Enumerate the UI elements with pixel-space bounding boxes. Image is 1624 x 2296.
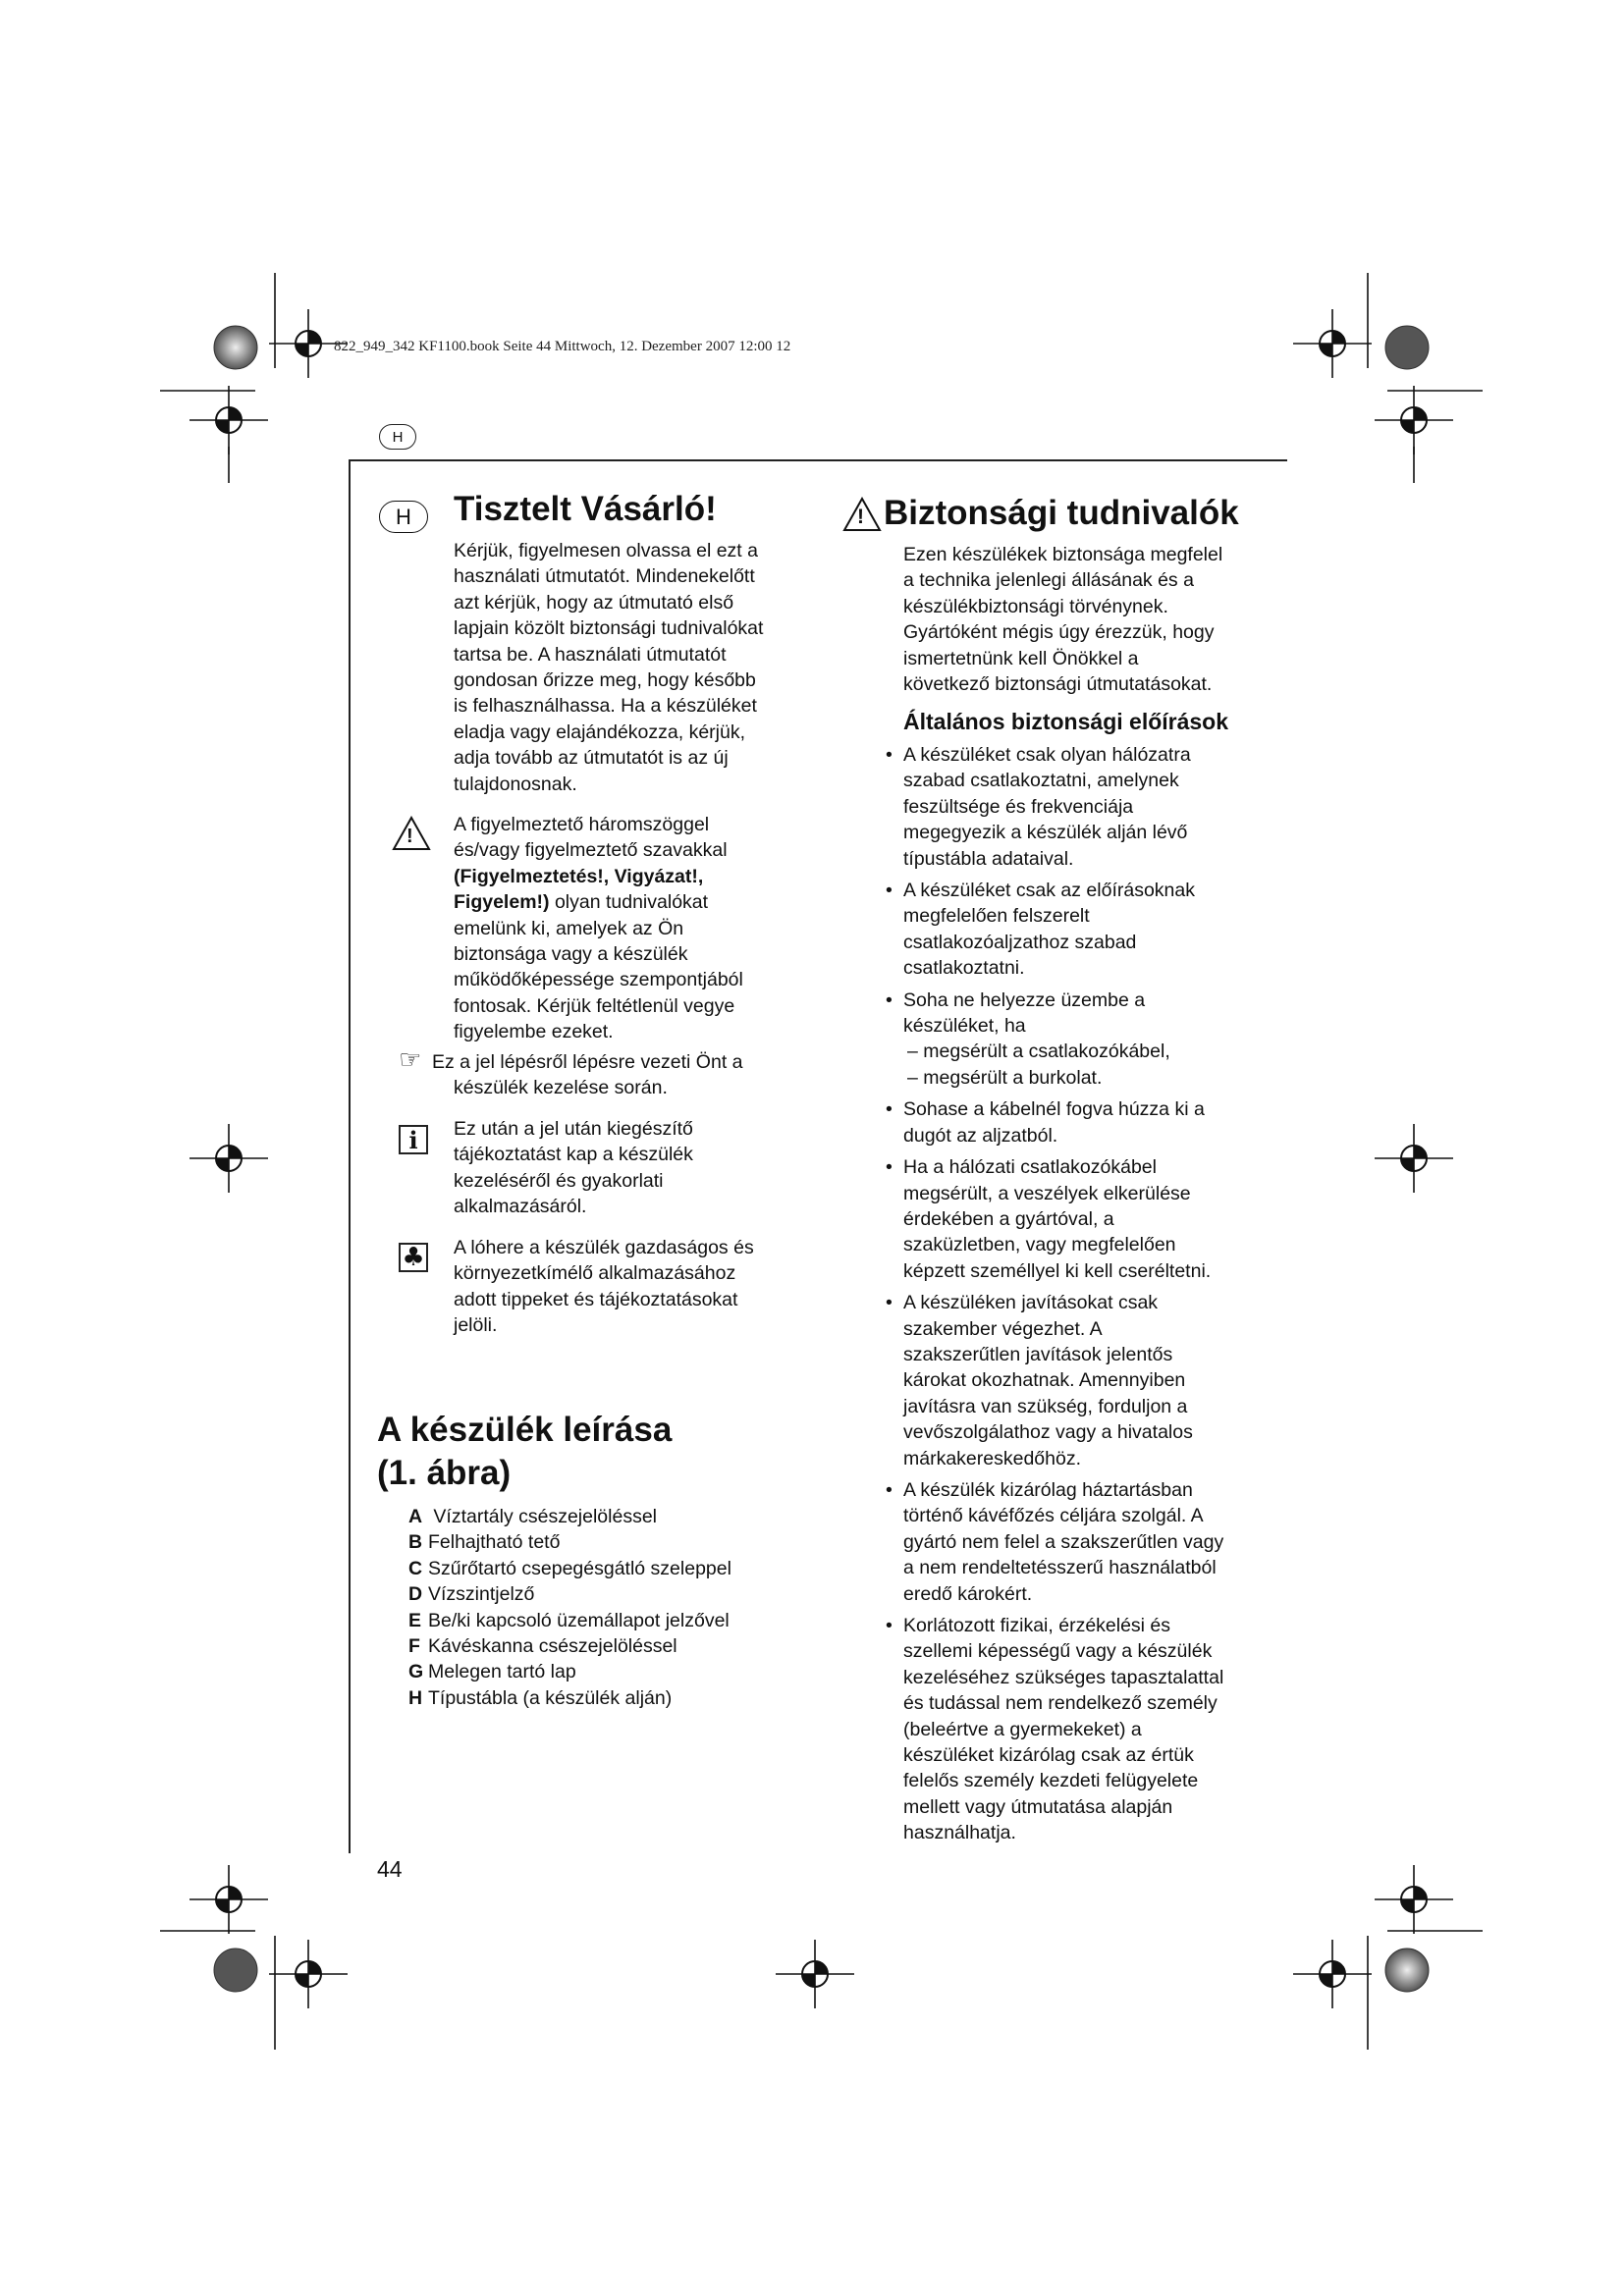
list-item: B Felhajtható tető: [408, 1531, 561, 1554]
frame-top-rule: [349, 459, 1287, 461]
warning-note: A figyelmeztető háromszöggel és/vagy figyelmeztető szavakkal (Figyelmeztetés!, Vigyázat!, Figyelem!) olyan tudnivalókat emelünk ki, amelyek az Ön biztonsága vagy a készülék működőképessége szempontjából fontosak. Kérjük feltétlenül vegye figyelembe ezeket.: [454, 814, 743, 1043]
list-item: • A készüléket csak az előírásoknak megfelelően felszerelt csatlakozóaljzathoz szabad csatlakoztatni.: [886, 880, 1195, 980]
list-item: E Be/ki kapcsoló üzemállapot jelzővel: [408, 1609, 730, 1631]
clover-icon: ♣: [399, 1243, 428, 1272]
parts-list: [408, 1504, 731, 1711]
list-item: • Soha ne helyezze üzembe a készüléket, ha – megsérült a csatlakozókábel, – megsérült a burkolat.: [886, 988, 1170, 1089]
list-item: H Típustábla (a készülék alján): [408, 1686, 673, 1709]
warning-triangle-icon: !: [842, 497, 882, 532]
description-title: A készülék leírása: [377, 1411, 673, 1449]
color-target-icon: [214, 326, 257, 369]
step-note: Ez a jel lépésről lépésre vezeti Önt a készülék kezelése során.: [432, 1051, 743, 1099]
info-note: Ez után a jel után kiegészítő tájékoztatást kap a készülék kezeléséről és gyakorlati alkalmazásáról.: [454, 1118, 693, 1218]
page-number: 44: [377, 1856, 403, 1882]
list-item: • A készüléket csak olyan hálózatra szabad csatlakoztatni, amelynek feszültsége és frekvenciája megegyezik a készülék alján lévő típustábla adataival.: [886, 744, 1191, 870]
list-item: D Vízszintjelző: [408, 1583, 535, 1606]
eco-note: A lóhere a készülék gazdaságos és környezetkímélő alkalmazásához adott tippeket és tájékoztatásokat jelöli.: [454, 1237, 754, 1337]
safety-title: Biztonsági tudnivalók: [884, 494, 1239, 532]
list-item: C Szűrőtartó csepegésgátló szeleppel: [408, 1557, 731, 1579]
list-item: • Ha a hálózati csatlakozókábel megsérült, a veszélyek elkerülése érdekében a gyártóval, a szaküzletben, vagy megfelelően képzett személlyel ki kell cseréltetni.: [886, 1156, 1212, 1282]
safety-rules-list: [882, 742, 1294, 1852]
greeting-title: Tisztelt Vásárló!: [454, 490, 717, 528]
language-badge-large: H: [379, 501, 428, 533]
color-target-icon: [214, 1949, 257, 1992]
list-item: • Korlátozott fizikai, érzékelési és szellemi képességű vagy a készülék kezeléséhez szükséges tapasztalattal és tudással nem rendelkező személy (beleértve a gyermekeket) a készüléket kizárólag csak az értük felelős személy kezdeti felügyelete mellett vagy útmutatása alapján használhatja.: [886, 1615, 1224, 1844]
list-item: • A készülék kizárólag háztartásban történő kávéfőzés céljára szolgál. A gyártó nem felel a szakszerűtlen vagy a nem rendeltetésszerű használatból eredő károkért.: [886, 1478, 1224, 1605]
list-item: G Melegen tartó lap: [408, 1661, 576, 1683]
list-item: A Víztartály csészejelöléssel: [408, 1506, 658, 1527]
general-safety-subtitle: Általános biztonsági előírások: [903, 709, 1229, 734]
list-item: F Kávéskanna csészejelöléssel: [408, 1635, 677, 1658]
safety-intro: Ezen készülékek biztonsága megfelel a technika jelenlegi állásának és a készülékbiztonsági törvénynek. Gyártóként mégis úgy érezzük, hogy ismertetnünk kell Önökkel a következő biztonsági útmutatásokat.: [903, 544, 1223, 696]
print-file-info: 822_949_342 KF1100.book Seite 44 Mittwoch, 12. Dezember 2007 12:00 12: [334, 339, 791, 354]
language-badge: H: [379, 424, 416, 450]
info-icon: i: [399, 1125, 428, 1154]
list-item: • Sohase a kábelnél fogva húzza ki a dugót az aljzatból.: [886, 1098, 1205, 1147]
greeting-intro: Kérjük, figyelmesen olvassa el ezt a használati útmutatót. Mindenekelőtt azt kérjük, hogy az útmutató első lapjain közölt biztonsági tudnivalókat tartsa be. A használati útmutatót gondosan őrizze meg, hogy később is felhasználhassa. Ha a készüléket eladja vagy elajándékozza, kérjük, adja tovább az útmutatót is az új tulajdonosnak.: [454, 540, 764, 795]
warning-triangle-icon: !: [392, 816, 431, 851]
color-target-icon: [1385, 326, 1429, 369]
hand-pointer-icon: ☞: [399, 1044, 422, 1074]
frame-left-rule: [349, 459, 351, 1853]
list-item: • A készüléken javításokat csak szakember végezhet. A szakszerűtlen javítások jelentős károkat okozhatnak. Amennyiben javításra van szükség, forduljon a vevőszolgálathoz vagy a hivatalos márkakereskedőhöz.: [886, 1292, 1193, 1469]
description-title-figure: (1. ábra): [377, 1454, 512, 1492]
color-target-icon: [1385, 1949, 1429, 1992]
